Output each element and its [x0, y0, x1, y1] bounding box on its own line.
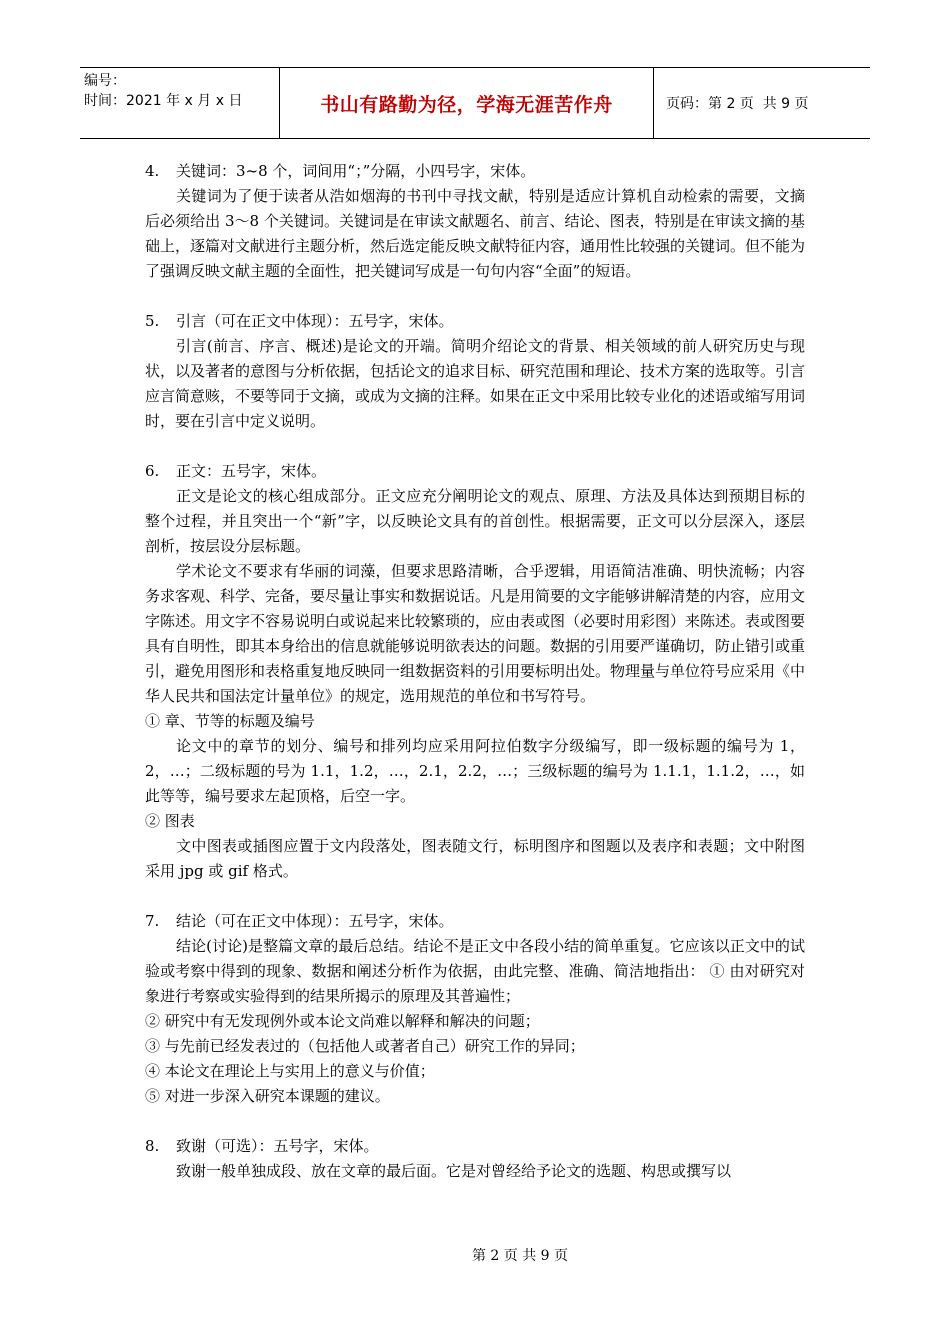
subsection-heading-figures: ② 图表: [145, 812, 195, 830]
section-number: 7.: [145, 912, 160, 930]
section-title: 正文：五号字，宋体。: [176, 462, 327, 480]
header-motto-cell: [280, 68, 654, 138]
section-number: 4.: [145, 162, 160, 180]
page-footer: 第 2 页 共 9 页: [471, 1248, 569, 1264]
section-6-heading: [145, 459, 805, 484]
section-4-heading: [145, 159, 805, 184]
section-title: 致谢（可选）：五号字，宋体。: [176, 1137, 379, 1155]
conclusion-item: ③ 与先前已经发表过的（包括他人或著者自己）研究工作的异同；: [145, 1037, 585, 1055]
section-7-heading: [145, 909, 805, 934]
section-number: 8.: [145, 1137, 160, 1155]
section-number: 5.: [145, 312, 160, 330]
section-7-paragraph: 结论(讨论)是整篇文章的最后总结。结论不是正文中各段小结的简单重复。它应该以正文中的试验或考察中得到的现象、数据和阐述分析作为依据，由此完整、准确、简洁地指出： ① 由对研究对象进行考察或实验得到的结果所揭示的原理及其普遍性；: [145, 937, 805, 1005]
section-number: 6.: [145, 462, 160, 480]
subsection-heading-chapters: ① 章、节等的标题及编号: [145, 712, 315, 730]
conclusion-item: ② 研究中有无发现例外或本论文尚难以解释和解决的问题；: [145, 1012, 540, 1030]
section-6-paragraph-1: 正文是论文的核心组成部分。正文应充分阐明论文的观点、原理、方法及具体达到预期目标的整个过程，并且突出一个“新”字，以反映论文具有的首创性。根据需要，正文可以分层深入，逐层剖析，按层设分层标题。: [145, 487, 805, 555]
section-title: 引言（可在正文中体现）：五号字，宋体。: [176, 312, 454, 330]
conclusion-item: ④ 本论文在理论上与实用上的意义与价值；: [145, 1062, 435, 1080]
header-page-code: 页码：第 2 页 共 9 页: [666, 96, 809, 112]
header-number-label: 编号：: [84, 73, 126, 89]
section-4-paragraph: 关键词为了便于读者从浩如烟海的书刊中寻找文献，特别是适应计算机自动检索的需要，文摘后必须给出 3～8 个关键词。关键词是在审读文献题名、前言、结论、图表，特别是在审读文摘的基础上，逐篇对文献进行主题分析，然后选定能反映文献特征内容，通用性比较强的关键词。但不能为了强调反映文献主题的全面性，把关键词写成是一句句内容“全面”的短语。: [145, 187, 806, 280]
section-5-heading: [145, 309, 805, 334]
section-title: 关键词：3~8 个，词间用“；”分隔，小四号字，宋体。: [176, 162, 536, 180]
section-8-paragraph: 致谢一般单独成段、放在文章的最后面。它是对曾经给予论文的选题、构思或撰写以: [176, 1162, 732, 1180]
section-title: 结论（可在正文中体现）：五号字，宋体。: [176, 912, 454, 930]
subsection-paragraph-chapters: 论文中的章节的划分、编号和排列均应采用阿拉伯数字分级编写，即一级标题的编号为 1，2，…；二级标题的号为 1.1，1.2，…，2.1，2.2，…；三级标题的编号为 1.1.1，1.1.2，…，如此等等，编号要求左起顶格，后空一字。: [145, 737, 805, 805]
subsection-paragraph-figures: 文中图表或插图应置于文内段落处，图表随文行，标明图序和图题以及表序和表题；文中附图采用 jpg 或 gif 格式。: [145, 837, 805, 880]
conclusion-item: ⑤ 对进一步深入研究本课题的建议。: [145, 1087, 390, 1105]
section-5-paragraph: 引言(前言、序言、概述)是论文的开端。简明介绍论文的背景、相关领域的前人研究历史与现状，以及著者的意图与分析依据，包括论文的追求目标、研究范围和理论、技术方案的选取等。引言应言简意赅，不要等同于文摘，或成为文摘的注释。如果在正文中采用比较专业化的述语或缩写用词时，要在引言中定义说明。: [145, 337, 806, 430]
section-8-heading: [145, 1134, 805, 1159]
header-time-label: 时间：2021 年 x 月 x 日: [84, 93, 243, 109]
header-meta: [80, 68, 280, 138]
document-body: [145, 159, 805, 1184]
header-motto: 书山有路勤为径，学海无涯苦作舟: [320, 93, 613, 116]
header-page-cell: [654, 68, 870, 138]
page-header: [80, 67, 870, 139]
section-6-paragraph-2: 学术论文不要求有华丽的词藻，但要求思路清晰，合乎逻辑，用语简洁准确、明快流畅；内容务求客观、科学、完备，要尽量让事实和数据说话。凡是用简要的文字能够讲解清楚的内容，应用文字陈述。用文字不容易说明白或说起来比较繁琐的，应由表或图（必要时用彩图）来陈述。表或图要具有自明性，即其本身给出的信息就能够说明欲表达的问题。数据的引用要严谨确切，防止错引或重引，避免用图形和表格重复地反映同一组数据资料的引用要标明出处。物理量与单位符号应采用《中华人民共和国法定计量单位》的规定，选用规范的单位和书写符号。: [145, 562, 806, 705]
